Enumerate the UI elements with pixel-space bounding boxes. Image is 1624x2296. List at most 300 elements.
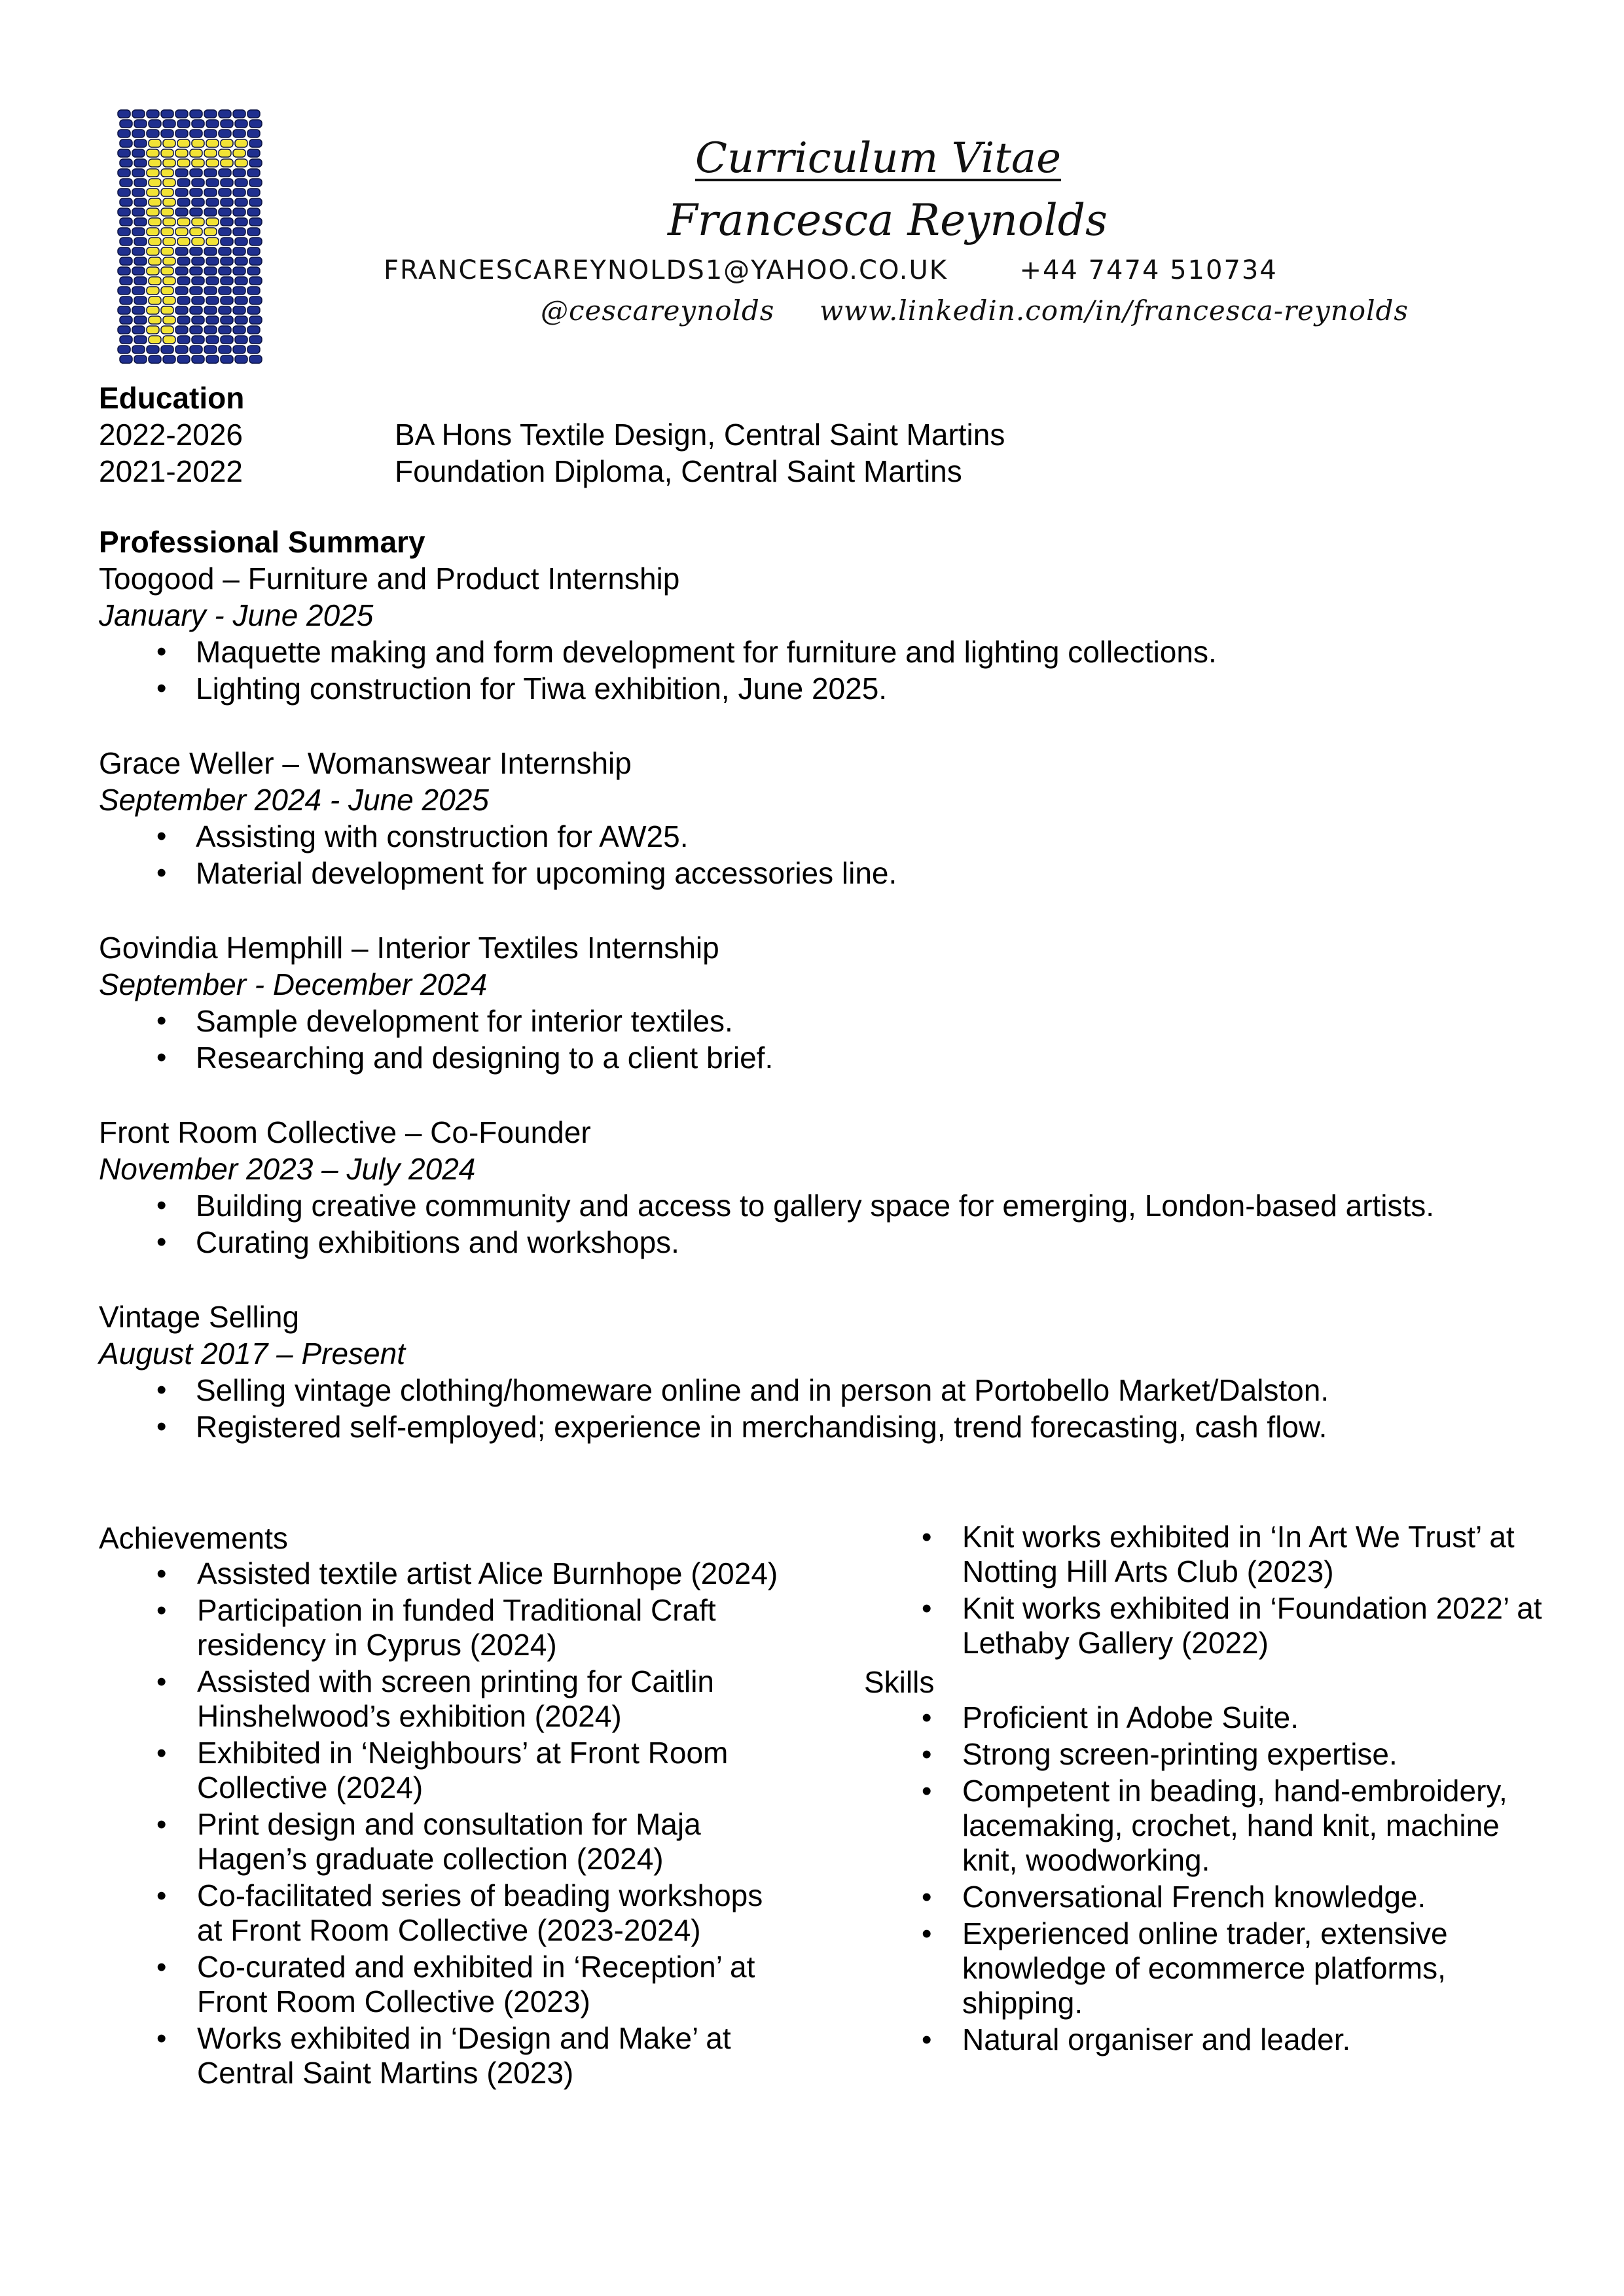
job-title: Front Room Collective – Co-Founder [99, 1115, 591, 1149]
bead [163, 179, 175, 187]
bead [147, 287, 159, 295]
bead [161, 208, 173, 216]
bead [161, 188, 173, 196]
bead [163, 296, 175, 304]
bead [233, 110, 245, 118]
bead [163, 257, 175, 265]
job-bullets [99, 634, 1217, 707]
bead [233, 326, 245, 334]
bead [118, 326, 130, 334]
bead [204, 228, 217, 236]
list-item: • Competent in beading, hand-embroidery, lacemaking, crochet, hand knit, machine knit, woodworking. [864, 1774, 1551, 1878]
bead [233, 247, 245, 255]
bead [247, 130, 260, 137]
bead [247, 188, 260, 196]
bead [120, 139, 132, 147]
bead [132, 326, 145, 334]
list-item: • Knit works exhibited in ‘In Art We Trust’ at Notting Hill Arts Club (2023) [864, 1520, 1551, 1589]
bead [118, 110, 130, 118]
bead [233, 188, 245, 196]
bead [235, 355, 247, 363]
cv-name: Francesca Reynolds [668, 195, 1108, 245]
bead [190, 228, 202, 236]
bead [134, 277, 147, 285]
education-description: BA Hons Textile Design, Central Saint Martins [395, 418, 1005, 452]
bead [235, 277, 247, 285]
bead [235, 159, 247, 167]
bead [233, 208, 245, 216]
bead [132, 169, 145, 177]
bead [147, 267, 159, 275]
bead [204, 169, 217, 177]
bead [161, 287, 173, 295]
bead [118, 306, 130, 314]
bead [206, 139, 219, 147]
bead [219, 287, 231, 295]
bead [134, 257, 147, 265]
bead [221, 238, 233, 245]
bead [147, 149, 159, 157]
list-item: • Curating exhibitions and workshops. [99, 1224, 1434, 1261]
bead [132, 208, 145, 216]
bead [204, 110, 217, 118]
bead [219, 247, 231, 255]
bead [175, 208, 188, 216]
bead [134, 179, 147, 187]
bead [235, 139, 247, 147]
bead [120, 277, 132, 285]
list-item: • Assisted with screen printing for Caitlin Hinshelwood’s exhibition (2024) [99, 1664, 786, 1734]
achievements-heading: Achievements [99, 1521, 288, 1555]
handle-text: @cescareynolds [541, 295, 775, 327]
bead [235, 336, 247, 344]
bead [118, 346, 130, 353]
bead [118, 130, 130, 137]
beaded-letter-f-logo [115, 107, 264, 369]
bead [149, 120, 161, 128]
list-item: • Works exhibited in ‘Design and Make’ at Central Saint Martins (2023) [99, 2021, 786, 2090]
bead [247, 149, 260, 157]
bead [249, 296, 262, 304]
bead [247, 326, 260, 334]
job-title: Govindia Hemphill – Interior Textiles Internship [99, 931, 719, 965]
list-item: • Knit works exhibited in ‘Foundation 2022’ at Lethaby Gallery (2022) [864, 1591, 1551, 1660]
bead [192, 198, 204, 206]
list-item: • Experienced online trader, extensive knowledge of ecommerce platforms, shipping. [864, 1916, 1551, 2020]
list-item: • Building creative community and access to gallery space for emerging, London-based artists. [99, 1187, 1434, 1224]
bead [221, 198, 233, 206]
cv-title: Curriculum Vitae [695, 134, 1061, 183]
bead [247, 169, 260, 177]
contact-line-email-phone [384, 255, 1278, 285]
list-item: • Proficient in Adobe Suite. [864, 1700, 1551, 1735]
bead [132, 228, 145, 236]
bead [221, 120, 233, 128]
bead [192, 257, 204, 265]
bead [249, 218, 262, 226]
bead [163, 198, 175, 206]
bead [175, 228, 188, 236]
bead [134, 198, 147, 206]
bead [247, 287, 260, 295]
bead [192, 179, 204, 187]
bead [147, 228, 159, 236]
bead [175, 346, 188, 353]
bead [120, 218, 132, 226]
bead [235, 198, 247, 206]
bead [192, 120, 204, 128]
bead [149, 179, 161, 187]
bead [120, 316, 132, 324]
bead [177, 198, 190, 206]
bead [177, 238, 190, 245]
bead [120, 198, 132, 206]
bead [177, 257, 190, 265]
bead [221, 296, 233, 304]
job-bullets [99, 818, 897, 891]
bead [161, 346, 173, 353]
bead [233, 267, 245, 275]
bead [249, 120, 262, 128]
bead [221, 159, 233, 167]
bead [175, 287, 188, 295]
bead [120, 257, 132, 265]
bead [163, 336, 175, 344]
bead [175, 267, 188, 275]
job-title: Toogood – Furniture and Product Internship [99, 562, 680, 596]
bead [204, 267, 217, 275]
bead [132, 306, 145, 314]
bead [247, 228, 260, 236]
bead [149, 355, 161, 363]
bead [118, 287, 130, 295]
bead [235, 257, 247, 265]
list-item: • Sample development for interior textiles. [99, 1003, 773, 1039]
list-item: • Co-curated and exhibited in ‘Reception’ at Front Room Collective (2023) [99, 1950, 786, 2019]
education-description: Foundation Diploma, Central Saint Martins [395, 454, 962, 488]
bead [192, 336, 204, 344]
bead [163, 316, 175, 324]
bead [249, 238, 262, 245]
list-item: • Conversational French knowledge. [864, 1880, 1551, 1914]
bead [206, 120, 219, 128]
education-heading: Education [99, 381, 245, 415]
bead [149, 336, 161, 344]
bead [235, 238, 247, 245]
bead [247, 346, 260, 353]
bead [161, 130, 173, 137]
list-item: • Material development for upcoming accessories line. [99, 855, 897, 891]
bead [219, 326, 231, 334]
bead [177, 120, 190, 128]
bead [120, 355, 132, 363]
bead [190, 208, 202, 216]
bead [118, 149, 130, 157]
bead [190, 149, 202, 157]
bead [192, 238, 204, 245]
bead [132, 287, 145, 295]
linkedin-text: www.linkedin.com/in/francesca-reynolds [820, 295, 1409, 327]
bead [221, 139, 233, 147]
bead [177, 336, 190, 344]
bead [233, 228, 245, 236]
bead [221, 336, 233, 344]
bead [132, 188, 145, 196]
bead [147, 247, 159, 255]
bead [134, 120, 147, 128]
bead [120, 238, 132, 245]
bead [221, 355, 233, 363]
bead [175, 130, 188, 137]
bead [247, 247, 260, 255]
bead [204, 326, 217, 334]
bead [177, 296, 190, 304]
job-dates: January - June 2025 [99, 598, 374, 632]
job-bullets [99, 1003, 773, 1076]
bead [206, 336, 219, 344]
bead [163, 218, 175, 226]
bead [132, 346, 145, 353]
bead [175, 110, 188, 118]
bead [161, 149, 173, 157]
bead [219, 306, 231, 314]
bead [149, 257, 161, 265]
job-dates: September - December 2024 [99, 967, 488, 1001]
list-item: • Lighting construction for Tiwa exhibition, June 2025. [99, 670, 1217, 707]
bead [206, 296, 219, 304]
bead [118, 228, 130, 236]
bead [190, 169, 202, 177]
bead [249, 198, 262, 206]
contact-line-social [541, 295, 1409, 327]
bead [149, 139, 161, 147]
bead [134, 159, 147, 167]
skills-heading: Skills [864, 1665, 935, 1699]
bead [120, 296, 132, 304]
bead [177, 179, 190, 187]
bead [134, 139, 147, 147]
bead [206, 198, 219, 206]
bead [120, 336, 132, 344]
bead [177, 355, 190, 363]
bead [204, 208, 217, 216]
bead [190, 110, 202, 118]
bead [249, 355, 262, 363]
bead [175, 169, 188, 177]
bead [249, 159, 262, 167]
bead [175, 149, 188, 157]
bead [221, 179, 233, 187]
bead [192, 218, 204, 226]
job-dates: September 2024 - June 2025 [99, 783, 489, 817]
bead [118, 247, 130, 255]
achievements-list [99, 1556, 786, 2092]
bead [190, 326, 202, 334]
bead [147, 130, 159, 137]
bead [132, 130, 145, 137]
bead [233, 130, 245, 137]
bead [161, 247, 173, 255]
bead [190, 130, 202, 137]
bead [118, 169, 130, 177]
bead [249, 316, 262, 324]
bead [249, 277, 262, 285]
bead [120, 179, 132, 187]
list-item: • Natural organiser and leader. [864, 2022, 1551, 2057]
bead [219, 169, 231, 177]
bead [233, 346, 245, 353]
bead [249, 336, 262, 344]
education-years: 2022-2026 [99, 418, 243, 452]
bead [206, 179, 219, 187]
bead [149, 296, 161, 304]
list-item: • Researching and designing to a client brief. [99, 1039, 773, 1076]
bead [120, 120, 132, 128]
bead [132, 149, 145, 157]
email-text: FRANCESCAREYNOLDS1@YAHOO.CO.UK [384, 255, 948, 285]
bead [175, 188, 188, 196]
bead [190, 287, 202, 295]
bead [235, 179, 247, 187]
list-item: • Registered self-employed; experience in merchandising, trend forecasting, cash flow. [99, 1408, 1329, 1445]
bead [161, 110, 173, 118]
phone-text: +44 7474 510734 [1019, 255, 1278, 285]
bead [118, 208, 130, 216]
job-dates: August 2017 – Present [99, 1336, 405, 1371]
list-item: • Participation in funded Traditional Craft residency in Cyprus (2024) [99, 1593, 786, 1662]
bead [206, 218, 219, 226]
bead [204, 247, 217, 255]
job-title: Vintage Selling [99, 1300, 300, 1334]
bead [134, 238, 147, 245]
bead [118, 267, 130, 275]
bead [221, 316, 233, 324]
bead [235, 316, 247, 324]
bead [233, 149, 245, 157]
bead [206, 355, 219, 363]
list-item: • Co-facilitated series of beading workshops at Front Room Collective (2023-2024) [99, 1878, 786, 1948]
job-bullets [99, 1187, 1434, 1261]
bead [233, 306, 245, 314]
bead [249, 179, 262, 187]
achievements-list-continued [864, 1520, 1551, 1662]
bead [204, 287, 217, 295]
bead [190, 188, 202, 196]
bead [219, 130, 231, 137]
bead [161, 169, 173, 177]
bead [190, 306, 202, 314]
skills-list [864, 1700, 1551, 2059]
bead [247, 208, 260, 216]
bead [147, 306, 159, 314]
bead [134, 316, 147, 324]
bead [235, 218, 247, 226]
bead [247, 110, 260, 118]
bead [192, 316, 204, 324]
bead [233, 169, 245, 177]
bead [163, 120, 175, 128]
bead [235, 120, 247, 128]
bead [134, 218, 147, 226]
bead [149, 316, 161, 324]
bead [221, 218, 233, 226]
bead [161, 326, 173, 334]
bead [219, 228, 231, 236]
bead [219, 188, 231, 196]
list-item: • Print design and consultation for Maja Hagen’s graduate collection (2024) [99, 1807, 786, 1876]
bead [219, 208, 231, 216]
bead [204, 149, 217, 157]
bead [149, 198, 161, 206]
job-bullets [99, 1372, 1329, 1445]
job-dates: November 2023 – July 2024 [99, 1152, 476, 1186]
bead [149, 218, 161, 226]
bead [204, 188, 217, 196]
bead [147, 110, 159, 118]
bead [163, 238, 175, 245]
job-title: Grace Weller – Womanswear Internship [99, 746, 632, 780]
bead [147, 188, 159, 196]
bead [163, 159, 175, 167]
list-item: • Exhibited in ‘Neighbours’ at Front Room Collective (2024) [99, 1736, 786, 1805]
bead [175, 247, 188, 255]
bead [190, 247, 202, 255]
list-item: • Strong screen-printing expertise. [864, 1737, 1551, 1772]
bead [163, 277, 175, 285]
bead [177, 159, 190, 167]
bead [233, 287, 245, 295]
bead [204, 346, 217, 353]
bead [206, 277, 219, 285]
bead [219, 267, 231, 275]
bead [134, 296, 147, 304]
bead [204, 130, 217, 137]
education-years: 2021-2022 [99, 454, 243, 488]
bead [147, 346, 159, 353]
bead [206, 316, 219, 324]
bead [177, 218, 190, 226]
bead [132, 247, 145, 255]
professional-summary-heading: Professional Summary [99, 525, 425, 559]
bead [147, 208, 159, 216]
bead [206, 238, 219, 245]
bead [134, 355, 147, 363]
bead [161, 306, 173, 314]
list-item: • Assisted textile artist Alice Burnhope (2024) [99, 1556, 786, 1591]
list-item: • Maquette making and form development for furniture and lighting collections. [99, 634, 1217, 670]
bead [247, 306, 260, 314]
bead [147, 326, 159, 334]
bead [161, 267, 173, 275]
bead [134, 336, 147, 344]
bead [235, 296, 247, 304]
bead [175, 326, 188, 334]
bead [161, 228, 173, 236]
bead [149, 277, 161, 285]
bead [192, 159, 204, 167]
bead [177, 277, 190, 285]
bead [192, 355, 204, 363]
bead [192, 277, 204, 285]
bead [206, 257, 219, 265]
bead [192, 139, 204, 147]
bead [190, 267, 202, 275]
bead [175, 306, 188, 314]
list-item: • Selling vintage clothing/homeware online and in person at Portobello Market/Dalston. [99, 1372, 1329, 1408]
bead [149, 238, 161, 245]
bead [249, 257, 262, 265]
list-item: • Assisting with construction for AW25. [99, 818, 897, 855]
